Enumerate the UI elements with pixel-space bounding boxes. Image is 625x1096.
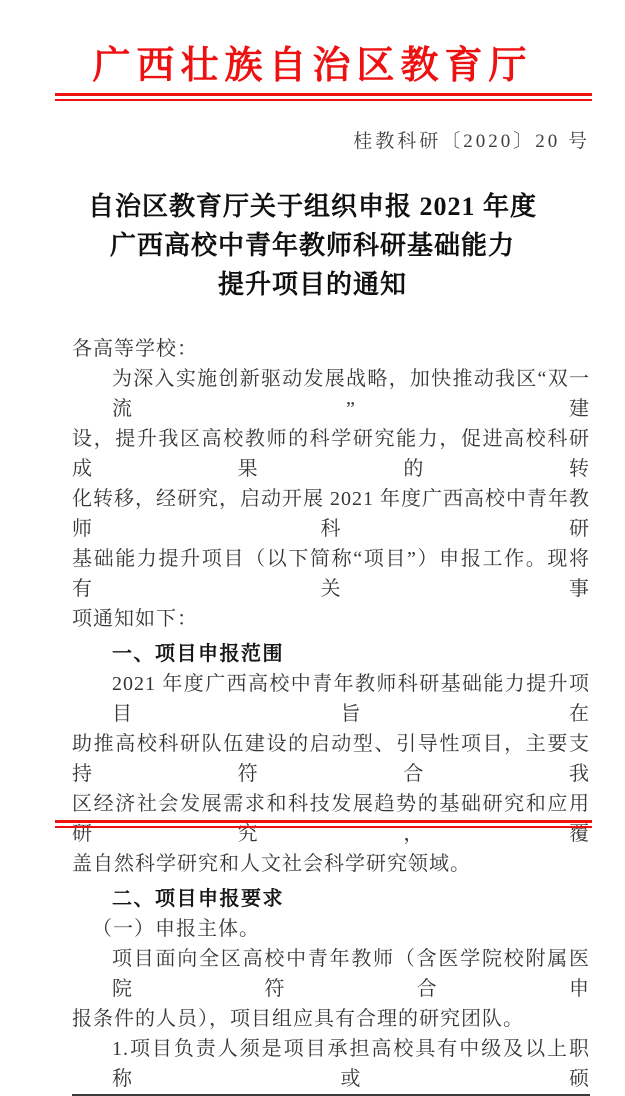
body-line: 基础能力提升项目（以下简称“项目”）申报工作。现将有关事 [72, 548, 590, 600]
document-title [0, 187, 625, 304]
body-line: 项通知如下： [72, 608, 198, 630]
body-line: 为深入实施创新驱动发展战略，加快推动我区“双一流”建 [112, 368, 590, 420]
header-red-separator-line [55, 93, 592, 101]
document-body [72, 334, 590, 1096]
body-line: 1.项目负责人须是项目承担高校具有中级及以上职称或硕 [72, 1034, 590, 1096]
body-line: 助推高校科研队伍建设的启动型、引导性项目，主要支持符合我 [72, 733, 590, 785]
body-line: 化转移，经研究，启动开展 2021 年度广西高校中青年教师科研 [72, 488, 590, 540]
body-line: 盖自然科学研究和人文社会科学研究领域。 [72, 853, 471, 875]
document-number: 桂教科研〔2020〕20 号 [353, 131, 590, 152]
body-line: 设，提升我区高校教师的科学研究能力，促进高校科研成果的转 [72, 428, 590, 480]
section-heading: 二、项目申报要求 [112, 888, 284, 910]
section-heading: 一、项目申报范围 [112, 643, 284, 665]
title-line: 自治区教育厅关于组织申报 2021 年度 [87, 192, 537, 221]
body-line: 项目面向全区高校中青年教师（含医学院校附属医院符合申 [112, 948, 590, 1000]
body-line: 2021 年度广西高校中青年教师科研基础能力提升项目旨在 [112, 673, 590, 725]
body-line: 各高等学校： [72, 338, 198, 360]
body-line: 报条件的人员），项目组应具有合理的研究团队。 [72, 1008, 524, 1030]
title-line: 广西高校中青年教师科研基础能力 [109, 231, 515, 260]
agency-header: 广西壮族自治区教育厅 [92, 45, 533, 87]
body-line: （一）申报主体。 [92, 918, 260, 940]
bottom-red-annotation-line [55, 820, 592, 828]
body-line: 区经济社会发展需求和科技发展趋势的基础研究和应用研究，覆 [72, 793, 590, 845]
title-line: 提升项目的通知 [217, 270, 407, 299]
